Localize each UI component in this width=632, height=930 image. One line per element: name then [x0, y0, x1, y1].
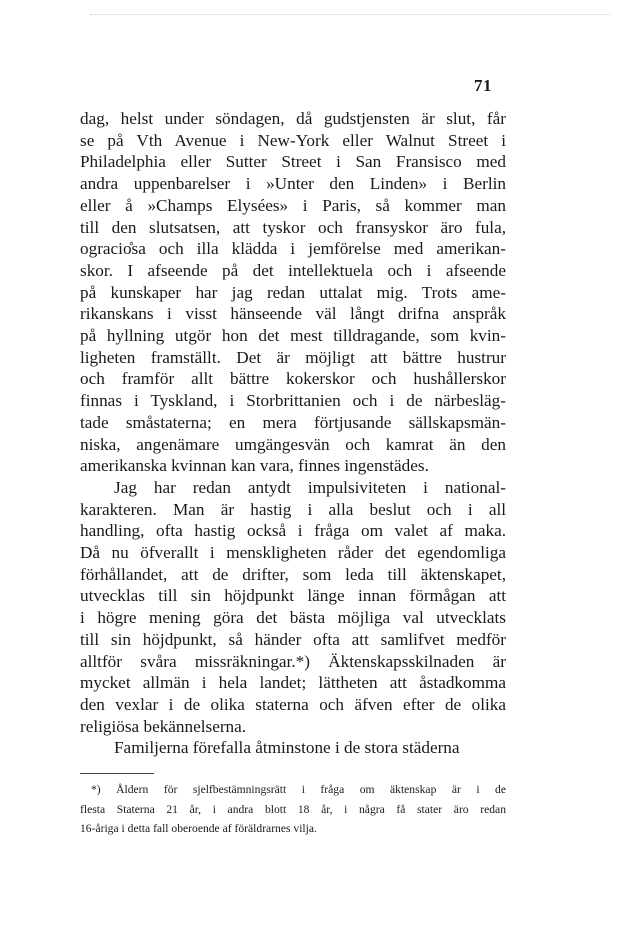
text-line: och framför allt bättre kokerskor och hushållerskor [80, 369, 506, 389]
page-number: 71 [474, 76, 492, 95]
text-line: till den slutsatsen, att tyskor och fransyskor äro fula, [80, 217, 506, 237]
footnote-line: 16-åriga i detta fall oberoende af föräldrarnes vilja. [80, 822, 317, 835]
text-line: rikanskans i visst hänseende väl långt drifna anspråk [80, 304, 506, 324]
text-line: den vexlar i de olika staterna och äfven efter de olika [80, 694, 506, 714]
footnote-separator [80, 773, 154, 774]
text-line: ogracio̊sa och illa klädda i jemförelse med amerikan- [80, 239, 506, 259]
text-line: ligheten framställt. Det är möjligt att bättre hustrur [80, 347, 506, 367]
text-line: på kunskaper har jag redan uttalat mig. Trots ame- [80, 282, 506, 302]
text-line: tade småstaterna; en mera förtjusande sällskapsmän- [80, 412, 506, 432]
text-line: niska, angenämare umgängesvän och kamrat än den [80, 434, 506, 454]
text-line: karakteren. Man är hastig i alla beslut och i all [80, 499, 506, 519]
text-line: religiösa bekännelserna. [80, 716, 247, 736]
footnote-line: *) Åldern för sjelfbestämningsrätt i fråga om äktenskap är i de [91, 783, 506, 796]
paragraph-first-line: Jag har redan antydt impulsiviteten i national- [114, 477, 506, 497]
text-line: dag, helst under söndagen, då gudstjensten är slut, får [80, 109, 506, 128]
body-text [80, 108, 506, 759]
text-line: utvecklas till sin höjdpunkt länge innan förmågan att [80, 586, 506, 606]
text-line: mycket allmän i hela landet; lättheten att åstadkomma [80, 673, 506, 693]
text-line: skor. I afseende på det intellektuela och i afseende [80, 260, 506, 280]
text-line: amerikanska kvinnan kan vara, finnes ingenstädes. [80, 456, 429, 476]
text-line: eller å »Champs Elysées» i Paris, så kommer man [80, 195, 506, 215]
text-line: handling, ofta hastig också i fråga om valet af maka. [80, 521, 506, 541]
text-line: andra uppenbarelser i »Unter den Linden» i Berlin [80, 174, 506, 194]
text-line: till sin höjdpunkt, så händer ofta att samlifvet medför [80, 629, 506, 649]
text-line: på hyllning utgör hon det mest tilldragande, som kvin- [80, 326, 506, 346]
text-line: alltför svåra missräkningar.*) Äktenskapsskilnaden är [80, 651, 506, 671]
footnote [80, 780, 506, 839]
top-edge-dots [90, 14, 610, 15]
footnote-line: flesta Staterna 21 år, i andra blott 18 år, i några få stater äro redan [80, 802, 506, 816]
text-line: finnas i Tyskland, i Storbrittanien och i de närbesläg- [80, 391, 506, 411]
text-line: Philadelphia eller Sutter Street i San Fransisco med [80, 152, 506, 172]
text-line: Då nu öfverallt i menskligheten råder det egendomliga [80, 543, 506, 563]
text-line: i högre mening göra det bästa möjliga val utvecklats [80, 608, 506, 628]
text-line: se på Vth Avenue i New-York eller Walnut Street i [80, 130, 506, 150]
paragraph-first-line: Familjerna förefalla åtminstone i de stora städerna [114, 738, 460, 758]
text-line: förhållandet, att de drifter, som leda till äktenskapet, [80, 564, 506, 584]
